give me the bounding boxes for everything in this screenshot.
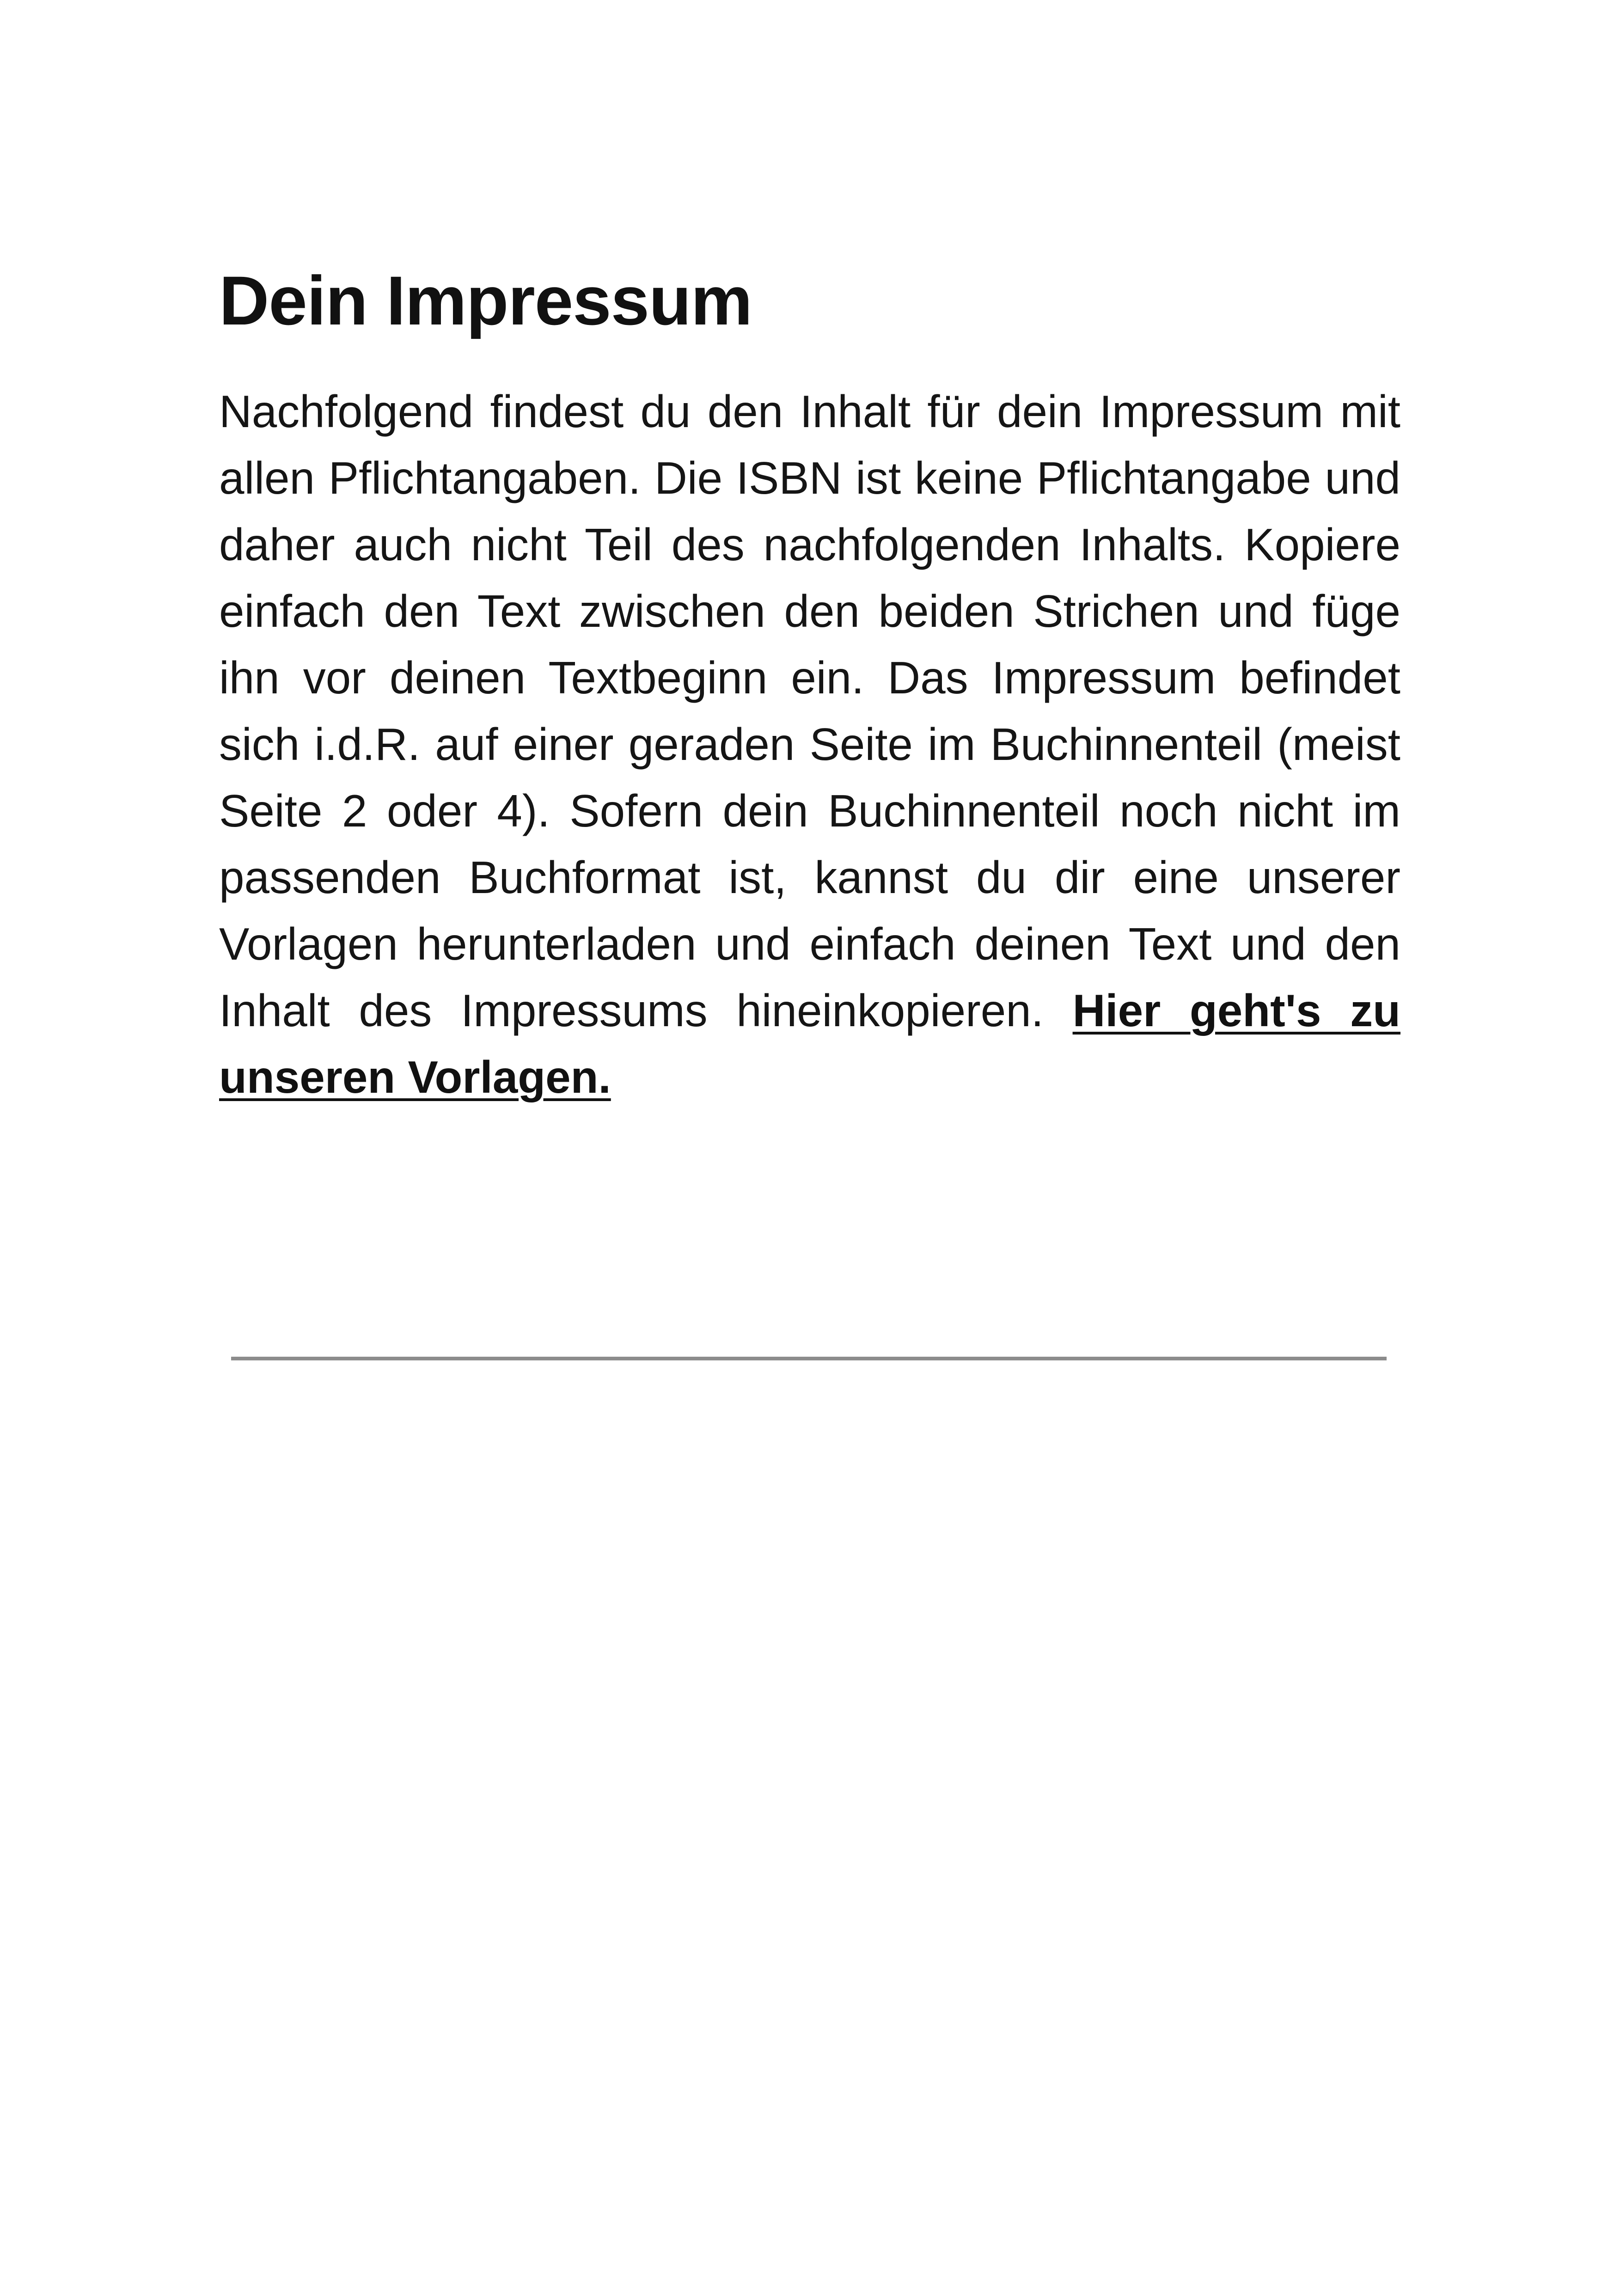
body-paragraph — [219, 378, 1400, 1110]
body-text: Nachfolgend findest du den Inhalt für dein Impressum mit allen Pflichtangaben. Die ISBN ist keine Pflichtangabe und daher auch nicht Teil des nachfolgenden Inhalts. Kopiere einfach den Text zwischen den beiden Strichen und füge ihn vor deinen Textbeginn ein. Das Impressum befindet sich i.d.R. auf einer geraden Seite im Buchinnenteil (meist Seite 2 oder 4). Sofern dein Buchinnenteil noch nicht im passenden Buchformat ist, kannst du dir eine unserer Vorlagen herunterladen und einfach deinen Text und den Inhalt des Impressums hineinkopieren. — [219, 386, 1400, 1036]
impressum-section — [219, 250, 1400, 1110]
page-title: Dein Impressum — [219, 262, 752, 339]
separator-line — [231, 1357, 1387, 1360]
templates-link[interactable]: Hier geht's zu unseren Vorlagen. — [219, 985, 1400, 1102]
